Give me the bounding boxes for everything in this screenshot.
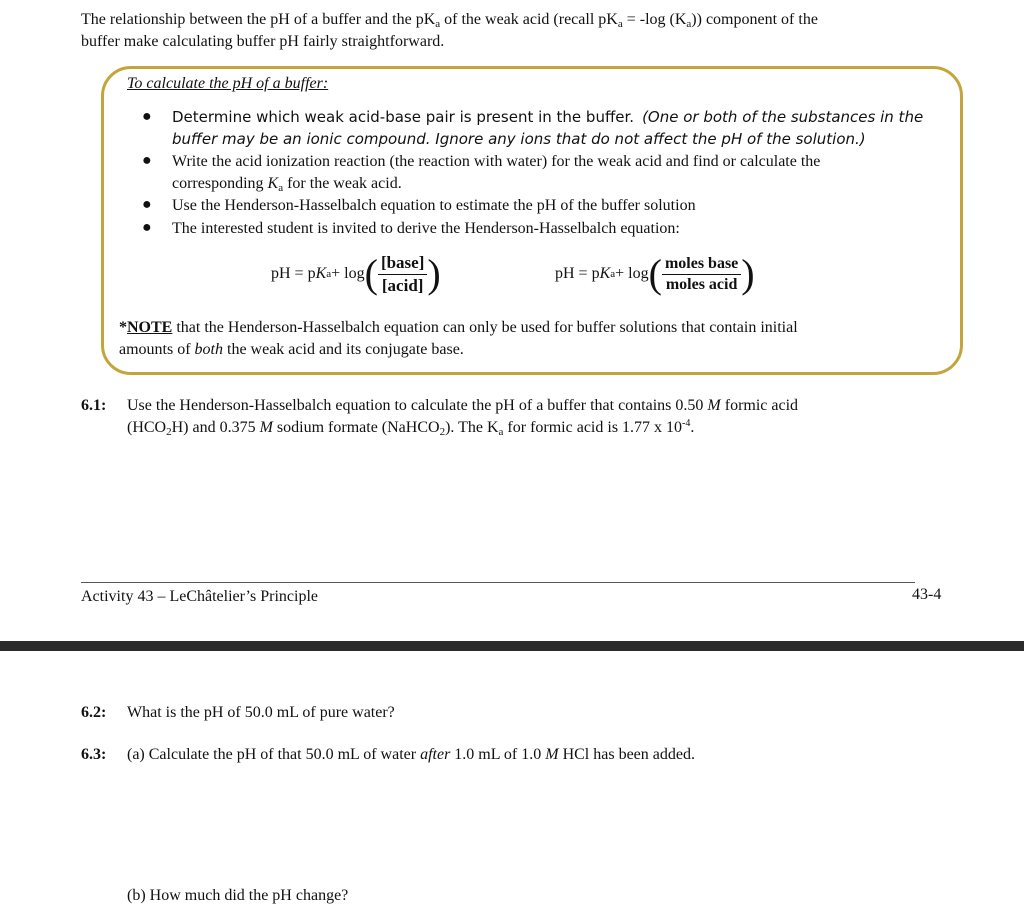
bullet-1-line-1: Determine which weak acid-base pair is present in the buffer. (One or both of the substances in the — [172, 108, 924, 126]
bullet-dot: ● — [142, 219, 152, 236]
note-line-2: amounts of both the weak acid and its conjugate base. — [119, 341, 464, 358]
henderson-hasselbalch-equation-concentration: pH = p K a + log ( $\frac{\text{[base]}}{\text{[acid]}}$ ) — [271, 251, 441, 296]
bullet-1-line-2: buffer may be an ionic compound. Ignore any ions that do not affect the pH of the solution.) — [172, 130, 866, 148]
bullet-3: Use the Henderson-Hasselbalch equation to estimate the pH of the buffer solution — [172, 197, 696, 214]
box-heading: To calculate the pH of a buffer: — [127, 75, 329, 92]
bullet-dot: ● — [142, 152, 152, 169]
question-6-3-part-a: (a) Calculate the pH of that 50.0 mL of water after 1.0 mL of 1.0 M HCl has been added. — [127, 746, 695, 763]
note-line-1: *NOTE that the Henderson-Hasselbalch equation can only be used for buffer solutions that contain initial — [119, 319, 798, 336]
footer-page-number: 43-4 — [912, 586, 942, 603]
question-number-6-3: 6.3: — [81, 746, 107, 763]
henderson-hasselbalch-equation-moles: pH = p K a + log ( $\frac{\text{moles base}}{\text{moles acid}}$ ) — [555, 251, 755, 296]
eq2-denominator: moles acid — [665, 275, 738, 293]
eq1-denominator: [acid] — [381, 275, 424, 295]
bullet-4: The interested student is invited to derive the Henderson-Hasselbalch equation: — [172, 220, 680, 237]
bullet-2-line-2: corresponding $K_a$ for the weak acid. — [172, 175, 402, 194]
footer-rule — [81, 582, 915, 583]
question-number-6-1: 6.1: — [81, 397, 107, 414]
bullet-dot: ● — [142, 196, 152, 213]
eq2-numerator: moles base — [662, 255, 741, 275]
bullet-2-line-1: Write the acid ionization reaction (the reaction with water) for the weak acid and find or calculate the — [172, 153, 821, 170]
bullet-dot: ● — [142, 108, 152, 125]
question-6-3-part-b: (b) How much did the pH change? — [127, 887, 349, 904]
question-6-2-text: What is the pH of 50.0 mL of pure water? — [127, 704, 395, 721]
question-6-1-line-2: $(HCO_2H)$ and 0.375 M sodium formate (NaHCO$_2$). The $K_a$ for formic acid is 1.77 x $10^{-4}$. — [127, 418, 695, 438]
page-separator — [0, 641, 1024, 651]
eq1-numerator: [base] — [378, 253, 427, 275]
question-6-1-line-1: Use the Henderson-Hasselbalch equation to calculate the pH of a buffer that contains 0.50 M formic acid — [127, 397, 799, 414]
intro-line-1: The relationship between the pH of a buffer and the $pK_a$ of the weak acid (recall $pK_a = -\log$ $(K_a)$) component of the — [81, 11, 818, 30]
intro-line-2: buffer make calculating buffer pH fairly straightforward. — [81, 33, 445, 50]
footer-activity-title: Activity 43 – LeChâtelier’s Principle — [81, 588, 318, 605]
question-number-6-2: 6.2: — [81, 704, 107, 721]
